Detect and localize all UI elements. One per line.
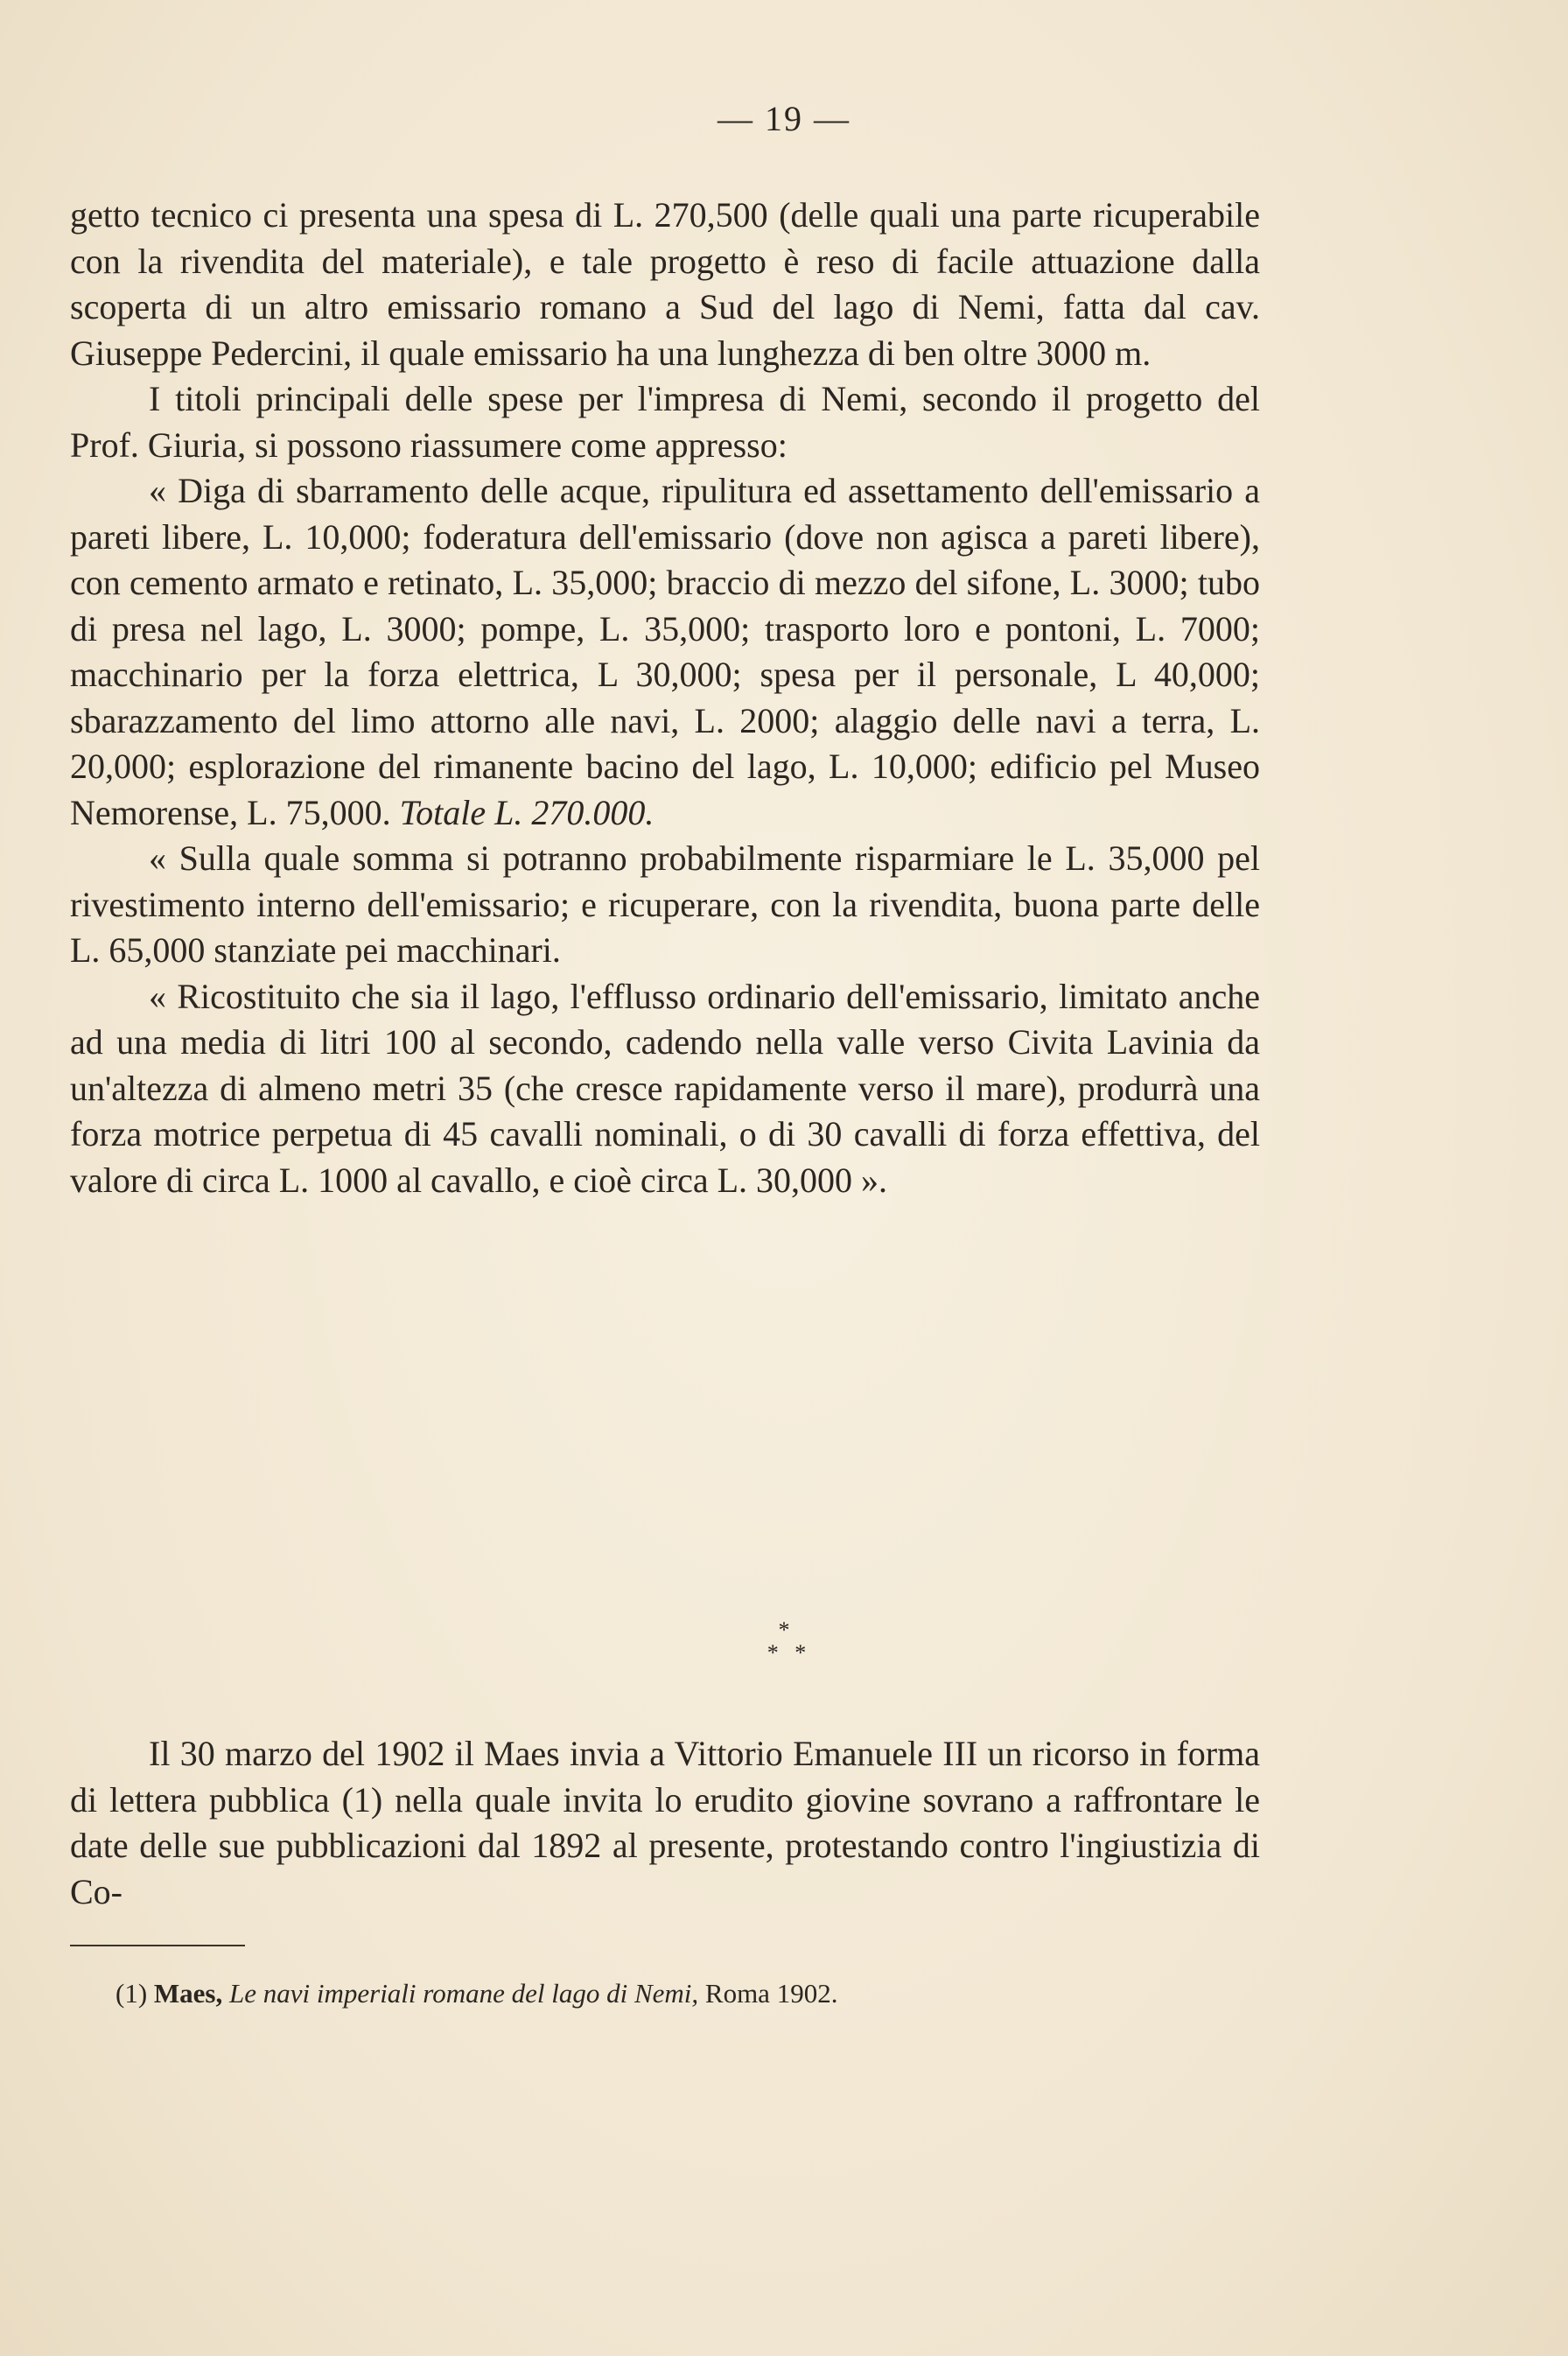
cost-total: Totale L. 270.000.: [399, 792, 654, 832]
paragraph-savings: « Sulla quale somma si potranno probabilmente risparmiare le L. 35,000 pel rivestimento interno dell'emissario; e ricuperare, con la rivendita, buona parte delle L. 65,000 stanziate pei macchinari.: [70, 838, 1260, 970]
footnote-marker: (1): [116, 1978, 148, 2009]
footnote-place-date: Roma 1902.: [704, 1978, 838, 2009]
footnote: [116, 1976, 1253, 2011]
footnote-rule: [70, 1945, 245, 1946]
footnote-title: Le navi imperiali romane del lago di Nemi,: [229, 1978, 699, 2009]
paragraph-letter: Il 30 marzo del 1902 il Maes invia a Vittorio Emanuele III un ricorso in forma di lettera pubblica (1) nella quale invita lo erudito giovine sovrano a raffrontare le date delle sue pubblicazioni dal 1892 al presente, protestando contro l'ingiustizia di Co-: [70, 1734, 1260, 1911]
section-separator: [0, 1619, 1568, 1665]
page-number: — 19 —: [718, 99, 850, 138]
footnote-author: Maes,: [153, 1978, 223, 2009]
body-text: [70, 193, 1260, 1203]
separator-star-top: *: [778, 1617, 790, 1643]
section-text: [70, 1731, 1260, 1915]
paragraph-continuation: getto tecnico ci presenta una spesa di L. 270,500 (delle quali una parte ricuperabile con la rivendita del materiale), e tale progetto è reso di facile attuazione dalla scoperta di un altro emissario romano a Sud del lago di Nemi, fatta dal cav. Giuseppe Pedercini, il quale emissario ha una lunghezza di ben oltre 3000 m.: [70, 195, 1260, 373]
separator-star-bottom: * *: [766, 1640, 812, 1665]
cost-list-text: « Diga di sbarramento delle acque, ripulitura ed assettamento dell'emissario a pareti libere, L. 10,000; foderatura dell'emissario (dove non agisca a pareti libere), con cemento armato e retinato, L. 35,000; braccio di mezzo del sifone, L. 3000; tubo di presa nel lago, L. 3000; pompe, L. 35,000; trasporto loro e pontoni, L. 7000; macchinario per la forza elettrica, L 30,000; spesa per il personale, L 40,000; sbarazzamento del limo attorno alle navi, L. 2000; alaggio delle navi a terra, L. 20,000; esplorazione del rimanente bacino del lago, L. 10,000; edificio pel Museo Nemorense, L. 75,000.: [70, 471, 1260, 832]
paragraph-power: « Ricostituito che sia il lago, l'efflusso ordinario dell'emissario, limitato anche ad una media di litri 100 al secondo, cadendo nella valle verso Civita Lavinia da un'altezza di almeno metri 35 (che cresce rapidamente verso il mare), produrrà una forza motrice perpetua di 45 cavalli nominali, o di 30 cavalli di forza effettiva, del valore di circa L. 1000 al cavallo, e cioè circa L. 30,000 ».: [70, 976, 1260, 1200]
paragraph-cost-list: [70, 468, 1260, 836]
paragraph-cost-titles: I titoli principali delle spese per l'impresa di Nemi, secondo il progetto del Prof. Giuria, si possono riassumere come appresso:: [70, 379, 1260, 465]
